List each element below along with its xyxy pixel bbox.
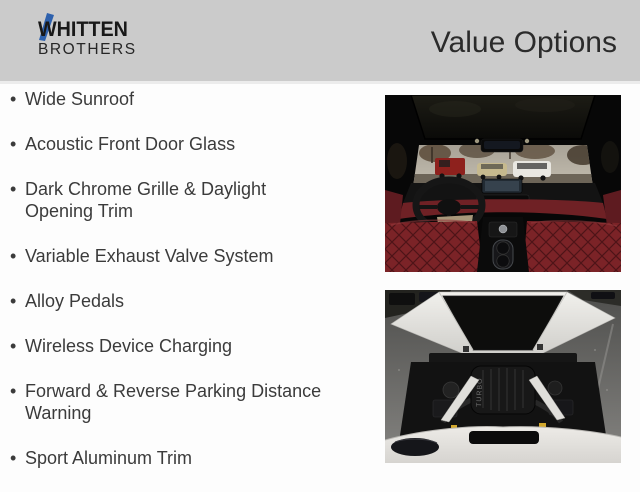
logo-line1: WHITTEN	[38, 18, 128, 41]
header-bar	[0, 0, 640, 84]
logo-line2: BROTHERS	[38, 41, 137, 58]
feature-item: • Wide Sunroof	[10, 88, 330, 110]
sunroof	[411, 95, 595, 139]
engine-badge-text: TURBO	[476, 377, 485, 408]
dome-light	[525, 139, 529, 143]
rearview-mirror	[481, 139, 523, 152]
feature-item: • Dark Chrome Grille & Daylight Opening Trim	[10, 178, 330, 222]
side-window-right	[601, 141, 619, 173]
engine-photo	[385, 290, 621, 463]
feature-item: • Variable Exhaust Valve System	[10, 245, 330, 267]
feature-item: • Sport Aluminum Trim	[10, 447, 330, 469]
warning-label	[539, 423, 546, 427]
engine-cover	[471, 366, 535, 414]
value-options-list	[10, 88, 355, 492]
feature-item: • Forward & Reverse Parking Distance Warning	[10, 380, 330, 424]
photo-column	[385, 95, 621, 463]
feature-item: • Wireless Device Charging	[10, 335, 330, 357]
side-window-left	[387, 143, 407, 179]
feature-item: • Acoustic Front Door Glass	[10, 133, 330, 155]
front-body	[385, 427, 621, 463]
gear-dial	[499, 225, 507, 233]
feature-item: • Alloy Pedals	[10, 290, 330, 312]
dome-light	[475, 139, 479, 143]
page-title: Value Options	[430, 26, 617, 59]
center-console	[477, 217, 529, 272]
whitten-brothers-logo	[38, 19, 140, 58]
feature-list	[10, 88, 355, 469]
interior-photo	[385, 95, 621, 272]
